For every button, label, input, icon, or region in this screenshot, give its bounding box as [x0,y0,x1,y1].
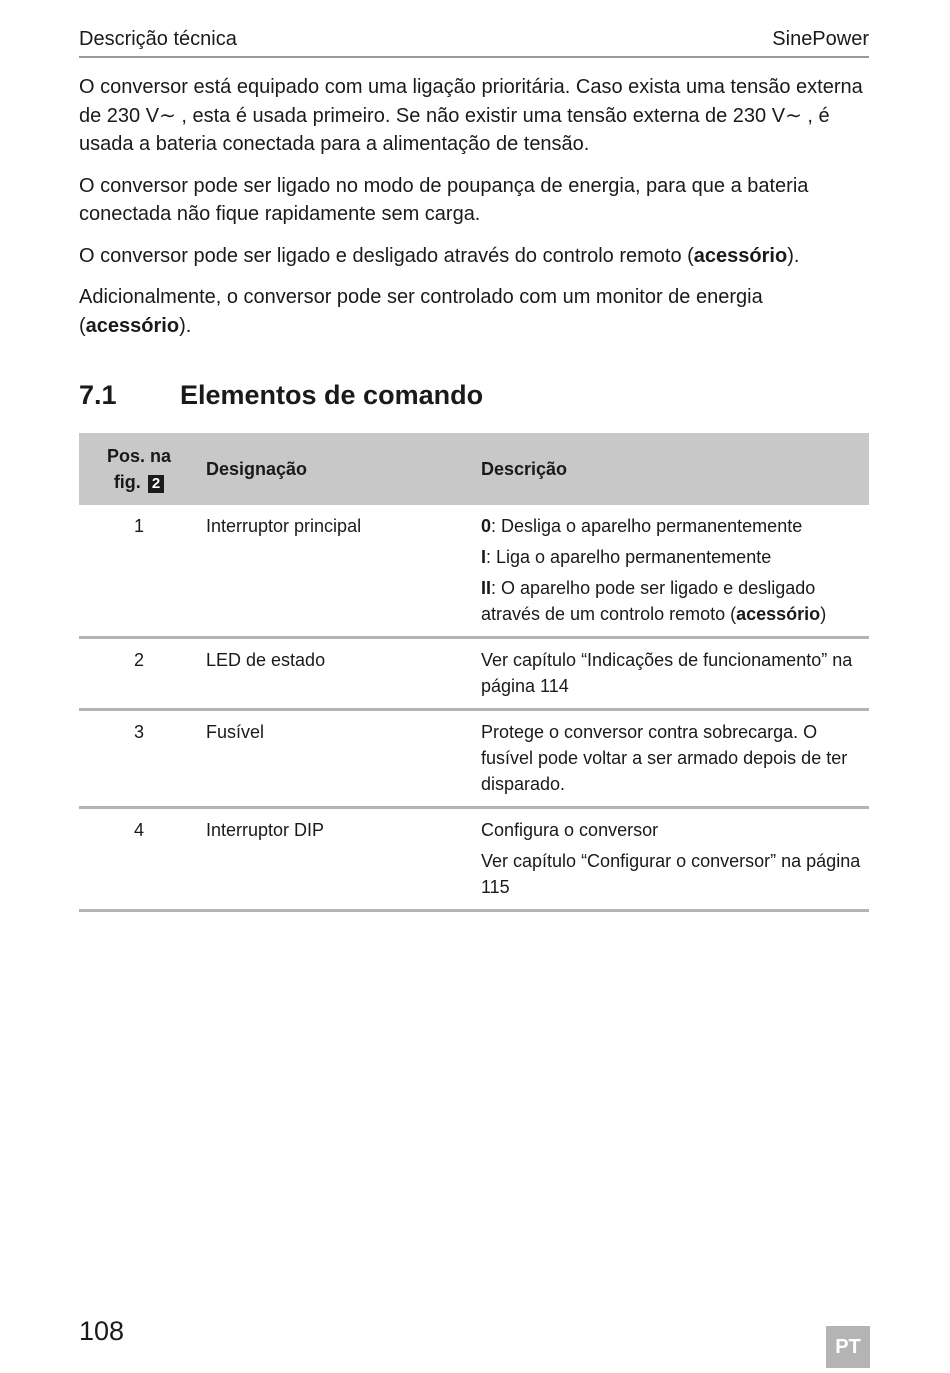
accessory-label: acessório [693,244,788,267]
column-header-designation: Designação [199,433,474,505]
cell-description [474,710,869,808]
cell-designation: Interruptor principal [199,505,474,638]
switch-position-label: I [481,547,487,567]
cell-position: 3 [79,710,199,808]
cell-position: 4 [79,808,199,911]
switch-position-label: 0 [481,516,492,536]
switch-position-label: II [481,578,492,598]
description-line: Configura o conversor [481,820,659,840]
cell-position: 1 [79,505,199,638]
cell-description [474,808,869,911]
section-title: Elementos de comando [180,380,484,410]
cell-designation: LED de estado [199,638,474,710]
header-product-name: SinePower [772,28,869,50]
description-line: Protege o conversor contra sobrecarga. O fusível pode voltar a ser armado depois de ter disparado. [481,722,848,794]
table-row [79,710,869,808]
cell-description [474,638,869,710]
description-line: Ver capítulo “Indicações de funcionamento” na página 114 [481,650,853,696]
section-heading [79,380,869,411]
description-line: I: Liga o aparelho permanentemente [481,547,772,567]
cell-position: 2 [79,638,199,710]
description-line: II: O aparelho pode ser ligado e desligado através de um controlo remoto (acessório) [481,578,827,624]
controls-table [79,433,869,912]
section-number: 7.1 [79,380,117,410]
description-line: 0: Desliga o aparelho permanentemente [481,516,803,536]
figure-number-badge: 2 [148,475,164,493]
paragraph-energy-monitor: Adicionalmente, o conversor pode ser controlado com um monitor de energia (acessório). [79,286,763,337]
accessory-label: acessório [736,604,821,624]
cell-designation: Fusível [199,710,474,808]
table-header-row [79,433,869,505]
page-number: 108 [79,1316,125,1346]
header-section-title: Descrição técnica [79,28,237,50]
language-badge: PT [826,1326,870,1368]
paragraph-energy-saving: O conversor pode ser ligado no modo de poupança de energia, para que a bateria conectada não fique rapidamente sem carga. [79,174,809,225]
cell-designation: Interruptor DIP [199,808,474,911]
table-row [79,505,869,638]
paragraph-priority: O conversor está equipado com uma ligação prioritária. Caso exista uma tensão externa de 230 V∼ , esta é usada primeiro. Se não existir uma tensão externa de 230 V∼ , é usada a bateria conectada para a alimentação de tensão. [79,76,863,155]
table-row [79,808,869,911]
intro-text [79,73,869,340]
table-row [79,638,869,710]
paragraph-remote-control: O conversor pode ser ligado e desligado através do controlo remoto (acessório). [79,244,800,267]
page-header [79,28,869,58]
page [79,28,869,912]
cell-description [474,505,869,638]
column-header-description: Descrição [474,433,869,505]
accessory-label: acessório [85,314,180,337]
column-header-position: Pos. na fig. 2 [79,433,199,505]
description-line: Ver capítulo “Configurar o conversor” na página 115 [481,851,861,897]
